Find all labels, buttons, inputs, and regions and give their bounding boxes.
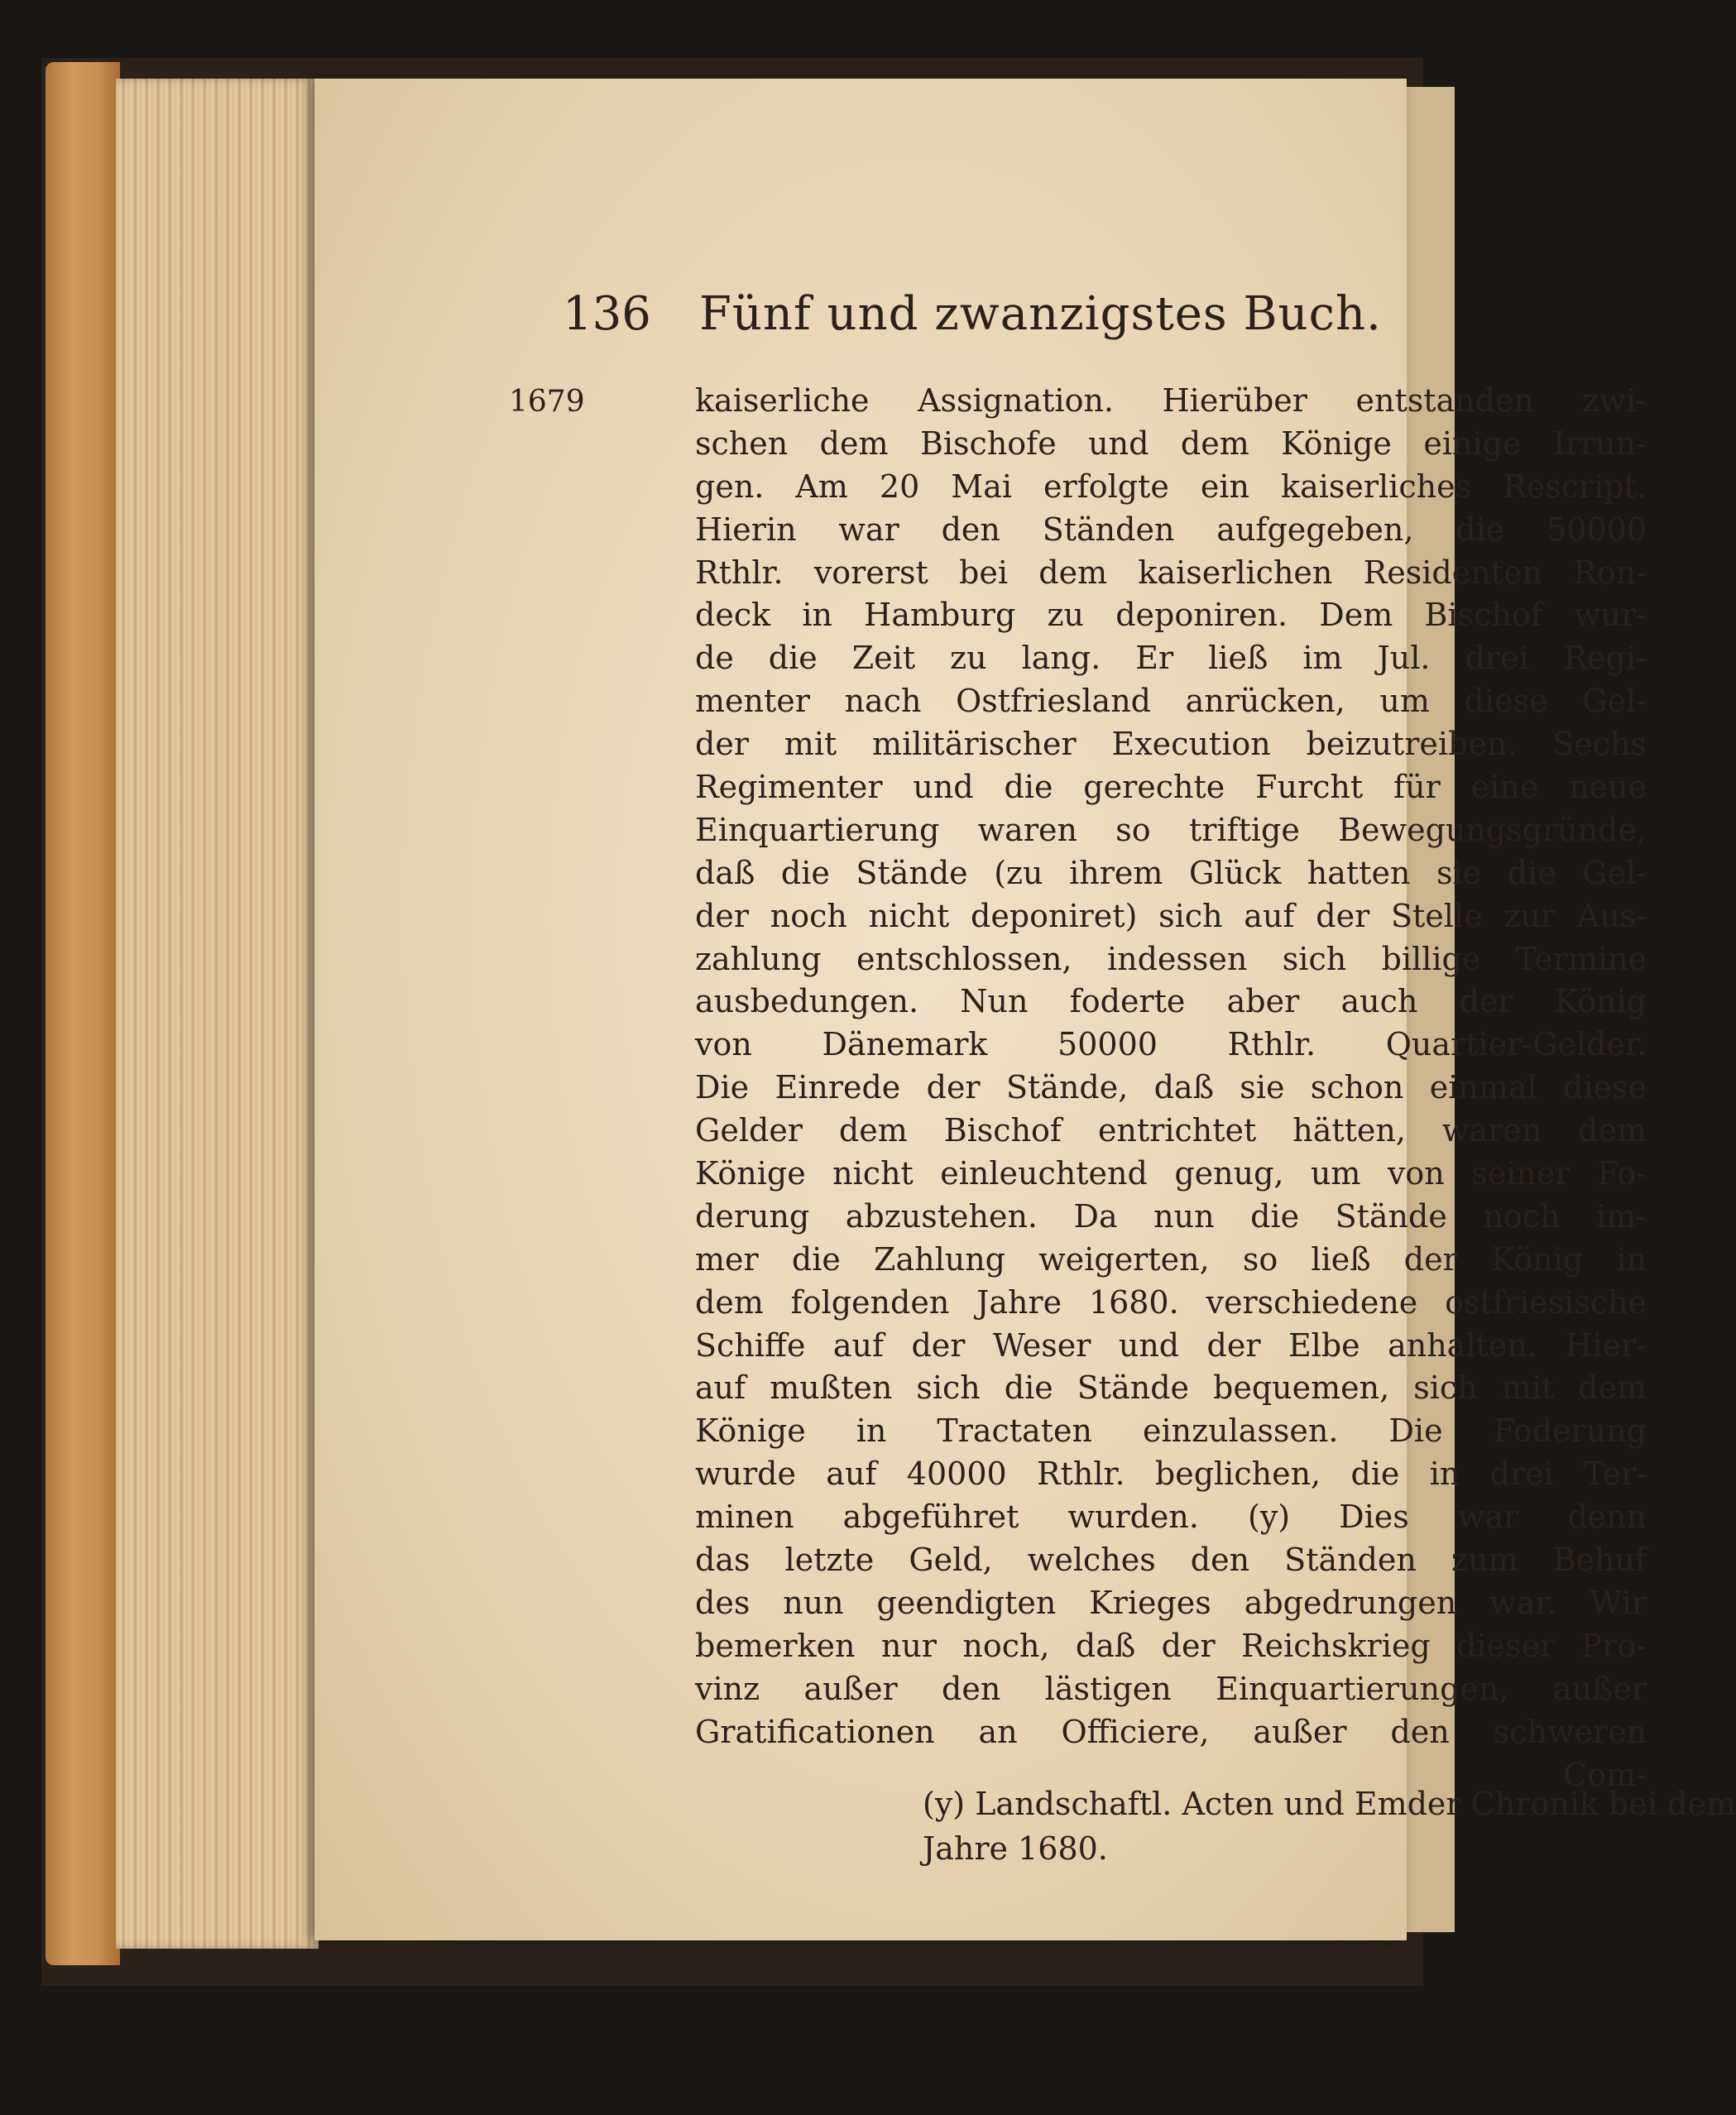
text-line: kaiserliche Assignation. Hierüber entstanden zwi- bbox=[695, 382, 1647, 419]
page-number: 136 bbox=[563, 287, 651, 341]
text-line: Gratificationen an Officiere, außer den schweren bbox=[695, 1713, 1647, 1750]
text-line: Einquartierung waren so triftige Bewegungsgründe, bbox=[695, 811, 1647, 848]
text-line: Schiffe auf der Weser und der Elbe anhalten. Hier- bbox=[695, 1326, 1647, 1364]
text-line: mer die Zahlung weigerten, so ließ der König in bbox=[695, 1240, 1647, 1278]
running-header bbox=[563, 281, 1572, 348]
text-line: derung abzustehen. Da nun die Stände noch im- bbox=[695, 1197, 1647, 1235]
text-line: Hierin war den Ständen aufgegeben, die 50000 bbox=[695, 511, 1647, 548]
text-line: auf mußten sich die Stände bequemen, sich mit dem bbox=[695, 1369, 1647, 1407]
page-edges bbox=[116, 79, 319, 1949]
text-line: der mit militärischer Execution beizutreiben. Sechs bbox=[695, 726, 1647, 763]
page bbox=[314, 79, 1736, 1940]
text-line: Regimenter und die gerechte Furcht für eine neue bbox=[695, 769, 1647, 806]
book-spine bbox=[46, 62, 120, 1965]
text-line: vinz außer den lästigen Einquartierungen, außer bbox=[695, 1670, 1647, 1707]
text-line: de die Zeit zu lang. Er ließ im Jul. drei Regi- bbox=[695, 640, 1647, 677]
body-text bbox=[695, 380, 1647, 1796]
catchword: Com- bbox=[1563, 1756, 1647, 1793]
text-line: dem folgenden Jahre 1680. verschiedene ostfriesische bbox=[695, 1283, 1647, 1321]
text-line: das letzte Geld, welches den Ständen zum Behuf bbox=[695, 1542, 1647, 1579]
text-line: minen abgeführet wurden. (y) Dies war denn bbox=[695, 1499, 1647, 1536]
text-line: gen. Am 20 Mai erfolgte ein kaiserliches Rescript. bbox=[695, 468, 1647, 505]
text-line: der noch nicht deponiret) sich auf der Stelle zur Aus- bbox=[695, 897, 1647, 934]
text-line: daß die Stände (zu ihrem Glück hatten sie die Gel- bbox=[695, 854, 1647, 891]
text-line: ausbedungen. Nun foderte aber auch der König bbox=[695, 983, 1647, 1020]
text-line: bemerken nur noch, daß der Reichskrieg dieser Pro- bbox=[695, 1627, 1647, 1664]
text-line: Rthlr. vorerst bei dem kaiserlichen Residenten Ron- bbox=[695, 554, 1647, 591]
running-title: Fünf und zwanzigstes Buch. bbox=[699, 287, 1382, 341]
text-line: Könige nicht einleuchtend genug, um von seiner Fo- bbox=[695, 1155, 1647, 1192]
text-line: wurde auf 40000 Rthlr. beglichen, die in drei Ter- bbox=[695, 1456, 1647, 1493]
footnote bbox=[923, 1782, 1736, 1871]
text-line: schen dem Bischofe und dem Könige einige Irrun- bbox=[695, 424, 1647, 462]
text-line: von Dänemark 50000 Rthlr. Quartier-Gelder. bbox=[695, 1026, 1647, 1063]
text-line: menter nach Ostfriesland anrücken, um diese Gel- bbox=[695, 683, 1647, 720]
text-line: deck in Hamburg zu deponiren. Dem Bischof wur- bbox=[695, 597, 1647, 634]
text-line: Die Einrede der Stände, daß sie schon einmal diese bbox=[695, 1069, 1647, 1106]
footnote-line: (y) Landschaftl. Acten und Emder Chronik bei dem bbox=[923, 1786, 1736, 1822]
text-line: Gelder dem Bischof entrichtet hätten, waren dem bbox=[695, 1112, 1647, 1149]
text-line: Könige in Tractaten einzulassen. Die Foderung bbox=[695, 1412, 1647, 1450]
text-line: zahlung entschlossen, indessen sich billige Termine bbox=[695, 940, 1647, 977]
text-line: des nun geendigten Krieges abgedrungen war. Wir bbox=[695, 1584, 1647, 1621]
margin-year: 1679 bbox=[509, 385, 585, 419]
footnote-line: Jahre 1680. bbox=[923, 1830, 1108, 1867]
